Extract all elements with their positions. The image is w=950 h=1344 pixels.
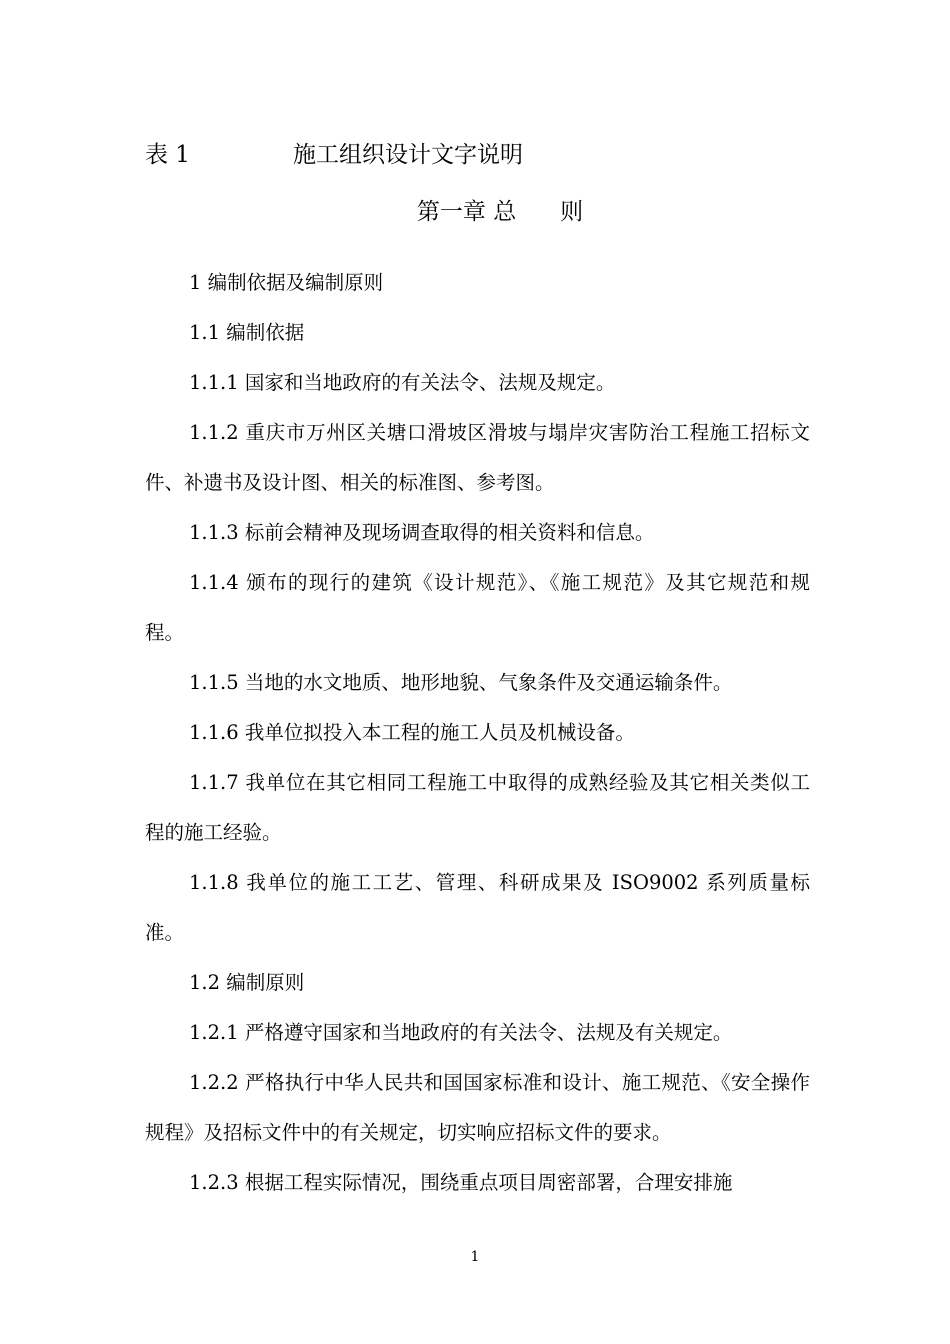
paragraph: 1.1.6 我单位拟投入本工程的施工人员及机械设备。 — [189, 721, 635, 744]
page-number: 1 — [470, 1249, 480, 1265]
subsection-heading: 1.2 编制原则 — [189, 971, 305, 994]
section-heading: 1 编制依据及编制原则 — [189, 271, 384, 294]
paragraph: 1.1.5 当地的水文地质、地形地貌、气象条件及交通运输条件。 — [189, 671, 733, 694]
paragraph: 1.1.7 我单位在其它相同工程施工中取得的成熟经验及其它相关类似工程的施工经验。 — [145, 771, 810, 844]
chapter-title: 第一章 总 则 — [416, 199, 584, 225]
paragraph: 1.1.1 国家和当地政府的有关法令、法规及规定。 — [189, 371, 616, 394]
paragraph: 1.1.8 我单位的施工工艺、管理、科研成果及 ISO9002 系列质量标准。 — [145, 871, 810, 944]
document-heading — [145, 140, 523, 170]
paragraph: 1.1.3 标前会精神及现场调查取得的相关资料和信息。 — [189, 521, 655, 544]
body-text — [145, 258, 810, 1208]
paragraph: 1.2.2 严格执行中华人民共和国国家标准和设计、施工规范、《安全操作规程》及招标文件中的有关规定，切实响应招标文件的要求。 — [145, 1071, 810, 1144]
paragraph: 1.1.2 重庆市万州区关塘口滑坡区滑坡与塌岸灾害防治工程施工招标文件、补遗书及设计图、相关的标准图、参考图。 — [145, 421, 810, 494]
subsection-heading: 1.1 编制依据 — [189, 321, 305, 344]
document-title: 施工组织设计文字说明 — [293, 142, 523, 168]
paragraph: 1.1.4 颁布的现行的建筑《设计规范》、《施工规范》及其它规范和规程。 — [145, 571, 810, 644]
paragraph: 1.2.1 严格遵守国家和当地政府的有关法令、法规及有关规定。 — [189, 1021, 733, 1044]
paragraph: 1.2.3 根据工程实际情况，围绕重点项目周密部署，合理安排施 — [189, 1171, 733, 1194]
table-label: 表 1 — [145, 142, 190, 168]
